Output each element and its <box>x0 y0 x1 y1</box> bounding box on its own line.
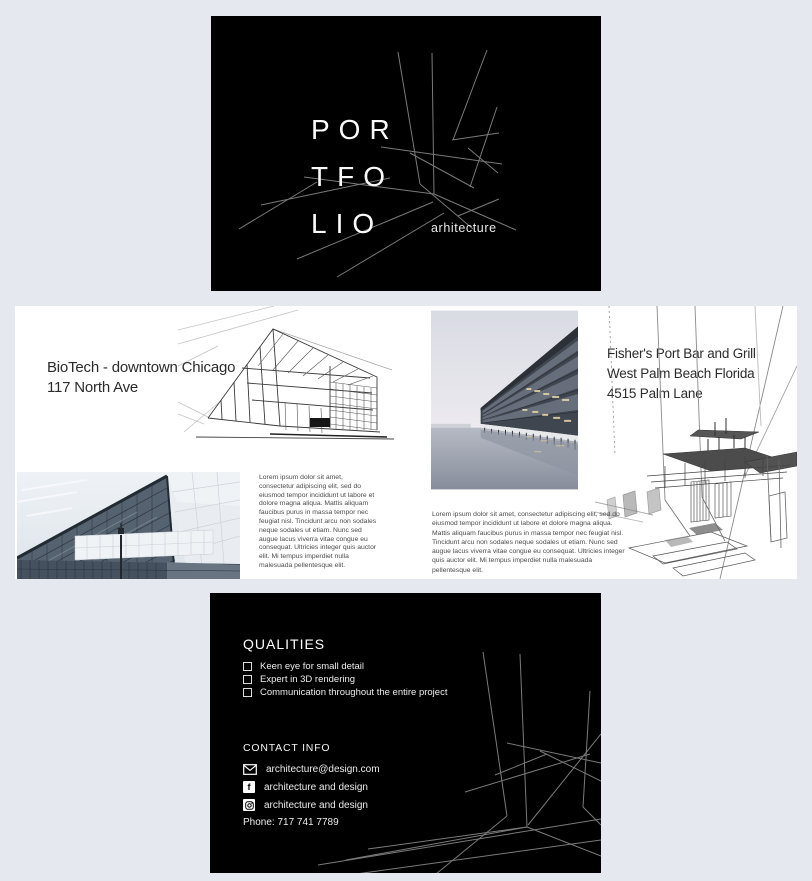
qualities-title: QUALITIES <box>243 636 326 652</box>
project-left-title <box>47 358 235 398</box>
cover-subtitle: arhitecture <box>431 221 497 235</box>
cover-wireframe-art <box>211 16 601 291</box>
checkbox-icon <box>243 688 252 697</box>
cover-title-line: TFO <box>311 161 394 192</box>
instagram-icon <box>243 799 255 811</box>
facebook-text: architecture and design <box>264 781 368 793</box>
email-text: architecture@design.com <box>266 764 380 775</box>
project-right-body: Lorem ipsum dolor sit amet, consectetur adipiscing elit, sed do eiusmod tempor incididunt ut labore et dolore magna aliqua. Mattis aliquam faucibus purus in massa tempor nec feugiat nisl. Tincidunt arcu non sodales neque sodales ut etiam. Nunc sed augue lacus viverra vitae congue eu consequat. Ultricies integer quis auctor elit. Mi tempus imperdiet nulla malesuada pellentesque elit. <box>432 511 625 574</box>
contact-section <box>243 742 380 828</box>
quality-item <box>243 660 447 673</box>
project-left-title-line: 117 North Ave <box>47 379 139 396</box>
cover-title <box>311 106 399 247</box>
project-right-title-line: West Palm Beach Florida <box>607 366 755 381</box>
contact-title: CONTACT INFO <box>243 742 331 754</box>
quality-label: Communication throughout the entire project <box>260 687 448 698</box>
back-panel <box>210 593 601 873</box>
project-right-title-line: Fisher's Port Bar and Grill <box>607 346 756 361</box>
instagram-row <box>243 799 380 811</box>
project-left-title-line: BioTech - downtown Chicago <box>47 359 236 376</box>
checkbox-icon <box>243 675 252 684</box>
quality-label: Keen eye for small detail <box>260 661 365 672</box>
project-right-title-line: 4515 Palm Lane <box>607 386 703 401</box>
qualities-section <box>243 636 447 699</box>
glass-building-photo <box>17 472 240 579</box>
checkbox-icon <box>243 662 252 671</box>
qualities-list <box>243 660 447 699</box>
back-wireframe-art <box>210 593 601 873</box>
facebook-row <box>243 781 380 793</box>
quality-item <box>243 673 447 686</box>
facebook-icon: f <box>243 781 255 793</box>
envelope-icon <box>243 764 257 775</box>
pier-building-photo <box>431 310 578 490</box>
cover-title-line: POR <box>311 114 399 145</box>
phone-text: Phone: 717 741 7789 <box>243 817 339 828</box>
instagram-text: architecture and design <box>264 799 368 811</box>
project-left-body: Lorem ipsum dolor sit amet, consectetur adipiscing elit, sed do eiusmod tempor incididunt ut labore et dolore magna aliqua. Mattis aliquam faucibus purus in massa tempor nec feugiat nisl. Tincidunt arcu non sodales neque sodales ut etiam. Nunc sed augue lacus viverra vitae congue eu consequat. Ultricies integer quis auctor elit. Mi tempus imperdiet nulla malesuada pellentesque elit. <box>259 474 377 569</box>
cover-panel <box>211 16 601 291</box>
cover-title-line: LIO <box>311 208 384 239</box>
quality-label: Expert in 3D rendering <box>260 674 356 685</box>
quality-item <box>243 686 447 699</box>
projects-panel <box>15 306 797 579</box>
email-row <box>243 764 380 775</box>
